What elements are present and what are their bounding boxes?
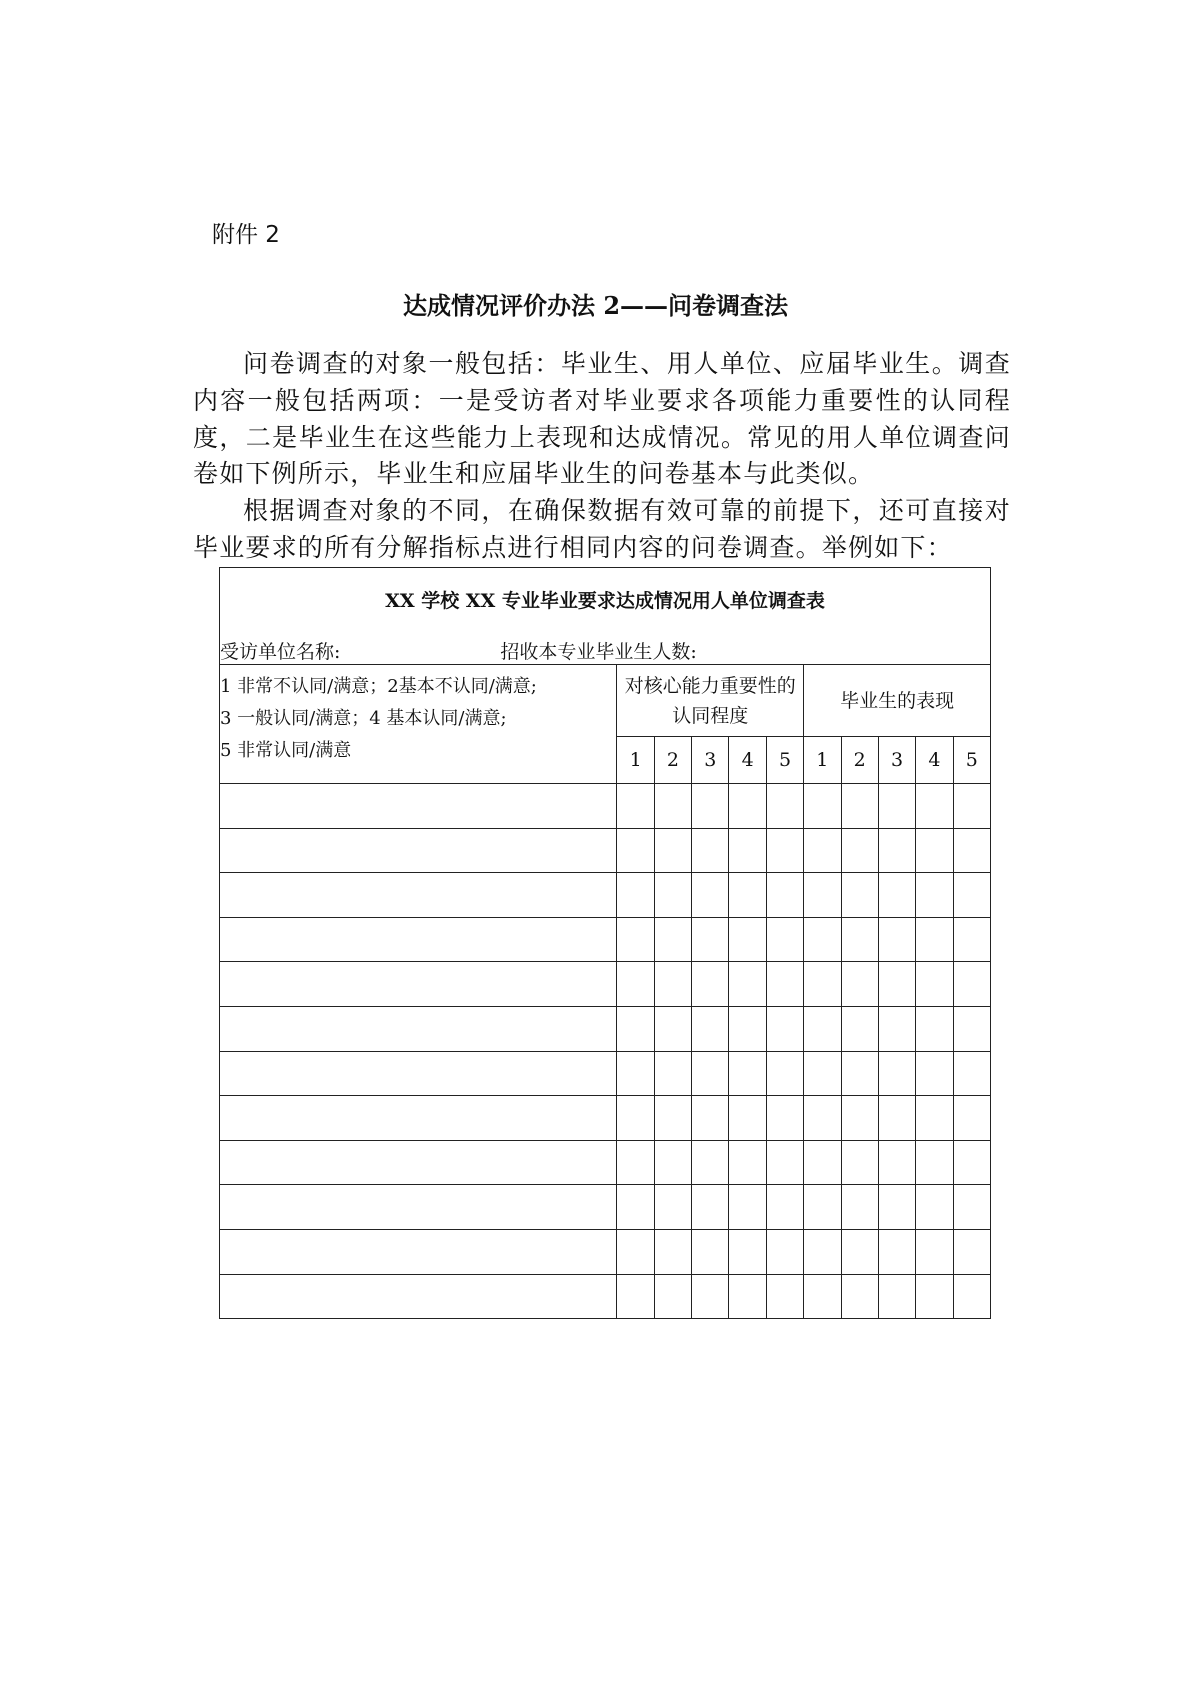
rating-cell[interactable] [916, 1185, 953, 1230]
rating-cell[interactable] [953, 962, 990, 1007]
scale-header: 2 [654, 737, 691, 784]
unit-name-label: 受访单位名称: [220, 641, 341, 663]
rating-cell[interactable] [841, 1051, 878, 1096]
rating-cell[interactable] [729, 1096, 766, 1141]
rating-cell[interactable] [766, 1140, 803, 1185]
rating-cell[interactable] [617, 1274, 654, 1319]
rating-cell[interactable] [692, 1096, 729, 1141]
rating-cell[interactable] [729, 828, 766, 873]
rating-cell[interactable] [692, 1185, 729, 1230]
rating-cell[interactable] [766, 784, 803, 829]
rating-cell[interactable] [916, 1140, 953, 1185]
rating-cell[interactable] [729, 1051, 766, 1096]
rating-cell[interactable] [617, 962, 654, 1007]
scale-header: 4 [729, 737, 766, 784]
rating-cell[interactable] [953, 1051, 990, 1096]
table-row [220, 1185, 991, 1230]
scale-header: 3 [878, 737, 915, 784]
rating-cell[interactable] [654, 1185, 691, 1230]
graduate-count-label: 招收本专业毕业生人数: [500, 641, 697, 663]
rating-cell[interactable] [804, 873, 841, 918]
importance-group-header: 对核心能力重要性的认同程度 [617, 665, 804, 737]
item-cell[interactable] [220, 1185, 617, 1230]
table-row [220, 917, 991, 962]
rating-cell[interactable] [729, 784, 766, 829]
table-row [220, 828, 991, 873]
scale-header: 3 [692, 737, 729, 784]
rating-cell[interactable] [953, 1229, 990, 1274]
item-cell[interactable] [220, 784, 617, 829]
rating-cell[interactable] [692, 1051, 729, 1096]
legend-line: 3 一般认同/满意；4 基本认同/满意; [220, 708, 507, 729]
rating-cell[interactable] [654, 784, 691, 829]
scale-header: 1 [617, 737, 654, 784]
rating-cell[interactable] [654, 917, 691, 962]
rating-cell[interactable] [953, 1274, 990, 1319]
paragraph: 问卷调查的对象一般包括：毕业生、用人单位、应届毕业生。调查内容一般包括两项：一是受访者对毕业要求各项能力重要性的认同程度，二是毕业生在这些能力上表现和达成情况。常见的用人单位调查问卷如下例所示，毕业生和应届毕业生的问卷基本与此类似。 [193, 349, 1011, 489]
rating-cell[interactable] [878, 1274, 915, 1319]
rating-cell[interactable] [878, 1140, 915, 1185]
rating-cell[interactable] [878, 917, 915, 962]
table-row [220, 1051, 991, 1096]
rating-cell[interactable] [729, 962, 766, 1007]
rating-cell[interactable] [841, 1274, 878, 1319]
rating-cell[interactable] [654, 1229, 691, 1274]
rating-cell[interactable] [841, 1096, 878, 1141]
rating-cell[interactable] [692, 1274, 729, 1319]
table-row [220, 1006, 991, 1051]
rating-cell[interactable] [841, 828, 878, 873]
rating-cell[interactable] [841, 1006, 878, 1051]
rating-cell[interactable] [878, 1185, 915, 1230]
rating-cell[interactable] [617, 873, 654, 918]
rating-cell[interactable] [766, 1051, 803, 1096]
rating-cell[interactable] [729, 1185, 766, 1230]
table-title-cell [220, 568, 991, 665]
rating-cell[interactable] [692, 1229, 729, 1274]
rating-cell[interactable] [692, 828, 729, 873]
rating-cell[interactable] [617, 1006, 654, 1051]
document-title: 达成情况评价办法 2——问卷调查法 [402, 291, 789, 320]
rating-cell[interactable] [804, 1096, 841, 1141]
rating-cell[interactable] [617, 1096, 654, 1141]
item-cell[interactable] [220, 1274, 617, 1319]
rating-cell[interactable] [692, 1006, 729, 1051]
rating-cell[interactable] [841, 1185, 878, 1230]
rating-cell[interactable] [916, 1229, 953, 1274]
rating-cell[interactable] [617, 1051, 654, 1096]
rating-cell[interactable] [804, 962, 841, 1007]
rating-cell[interactable] [766, 1096, 803, 1141]
table-title: XX 学校 XX 专业毕业要求达成情况用人单位调查表 [385, 590, 825, 612]
rating-cell[interactable] [804, 784, 841, 829]
rating-cell[interactable] [804, 1229, 841, 1274]
rating-cell[interactable] [729, 1274, 766, 1319]
rating-cell[interactable] [617, 828, 654, 873]
rating-cell[interactable] [841, 1229, 878, 1274]
item-cell[interactable] [220, 1140, 617, 1185]
rating-cell[interactable] [916, 873, 953, 918]
item-cell[interactable] [220, 828, 617, 873]
rating-legend [220, 665, 617, 784]
rating-cell[interactable] [841, 1140, 878, 1185]
rating-cell[interactable] [916, 1096, 953, 1141]
rating-cell[interactable] [916, 784, 953, 829]
rating-cell[interactable] [654, 828, 691, 873]
body-text [193, 346, 1011, 567]
rating-cell[interactable] [804, 1274, 841, 1319]
rating-cell[interactable] [766, 962, 803, 1007]
rating-cell[interactable] [766, 828, 803, 873]
rating-cell[interactable] [841, 784, 878, 829]
rating-cell[interactable] [729, 1006, 766, 1051]
rating-cell[interactable] [953, 1140, 990, 1185]
attachment-label: 附件 2 [212, 222, 280, 248]
rating-cell[interactable] [878, 784, 915, 829]
rating-cell[interactable] [916, 1006, 953, 1051]
rating-cell[interactable] [804, 1051, 841, 1096]
scale-header: 2 [841, 737, 878, 784]
rating-cell[interactable] [617, 784, 654, 829]
rating-cell[interactable] [654, 1096, 691, 1141]
rating-cell[interactable] [729, 873, 766, 918]
table-row [220, 962, 991, 1007]
rating-cell[interactable] [766, 873, 803, 918]
rating-cell[interactable] [841, 962, 878, 1007]
table-row [220, 1096, 991, 1141]
rating-cell[interactable] [953, 917, 990, 962]
rating-cell[interactable] [841, 873, 878, 918]
rating-cell[interactable] [766, 917, 803, 962]
rating-cell[interactable] [654, 1006, 691, 1051]
rating-cell[interactable] [692, 1140, 729, 1185]
item-cell[interactable] [220, 1006, 617, 1051]
item-cell[interactable] [220, 1229, 617, 1274]
rating-cell[interactable] [729, 917, 766, 962]
rating-cell[interactable] [878, 873, 915, 918]
rating-cell[interactable] [953, 1006, 990, 1051]
table-row [220, 1229, 991, 1274]
item-cell[interactable] [220, 962, 617, 1007]
paragraph: 根据调查对象的不同，在确保数据有效可靠的前提下，还可直接对毕业要求的所有分解指标点进行相同内容的问卷调查。举例如下： [193, 496, 1011, 562]
table-row [220, 873, 991, 918]
rating-cell[interactable] [878, 962, 915, 1007]
rating-cell[interactable] [953, 784, 990, 829]
item-cell[interactable] [220, 873, 617, 918]
rating-cell[interactable] [766, 1229, 803, 1274]
rating-cell[interactable] [953, 873, 990, 918]
rating-cell[interactable] [804, 1185, 841, 1230]
rating-cell[interactable] [766, 1274, 803, 1319]
rating-cell[interactable] [617, 917, 654, 962]
table-row [220, 1140, 991, 1185]
rating-cell[interactable] [692, 873, 729, 918]
rating-cell[interactable] [953, 1096, 990, 1141]
rating-cell[interactable] [729, 1140, 766, 1185]
rating-cell[interactable] [654, 1051, 691, 1096]
scale-header: 5 [953, 737, 990, 784]
rating-cell[interactable] [692, 917, 729, 962]
rating-cell[interactable] [617, 1140, 654, 1185]
item-cell[interactable] [220, 1096, 617, 1141]
rating-cell[interactable] [617, 1229, 654, 1274]
rating-cell[interactable] [654, 1274, 691, 1319]
rating-cell[interactable] [878, 1051, 915, 1096]
scale-header: 5 [766, 737, 803, 784]
rating-cell[interactable] [729, 1229, 766, 1274]
item-cell[interactable] [220, 917, 617, 962]
legend-line: 1 非常不认同/满意；2基本不认同/满意; [220, 676, 537, 697]
rating-cell[interactable] [654, 1140, 691, 1185]
rating-cell[interactable] [953, 828, 990, 873]
rating-cell[interactable] [916, 1274, 953, 1319]
rating-cell[interactable] [841, 917, 878, 962]
rating-cell[interactable] [916, 962, 953, 1007]
rating-cell[interactable] [804, 828, 841, 873]
rating-cell[interactable] [692, 784, 729, 829]
rating-cell[interactable] [878, 1006, 915, 1051]
scale-header: 1 [804, 737, 841, 784]
rating-cell[interactable] [916, 1051, 953, 1096]
item-cell[interactable] [220, 1051, 617, 1096]
performance-group-header: 毕业生的表现 [804, 665, 991, 737]
rating-cell[interactable] [766, 1185, 803, 1230]
survey-table [219, 567, 991, 1319]
table-row [220, 784, 991, 829]
rating-cell[interactable] [878, 828, 915, 873]
rating-cell[interactable] [654, 873, 691, 918]
rating-cell[interactable] [766, 1006, 803, 1051]
rating-cell[interactable] [804, 917, 841, 962]
rating-cell[interactable] [878, 1229, 915, 1274]
rating-cell[interactable] [804, 1006, 841, 1051]
legend-line: 5 非常认同/满意 [220, 740, 352, 761]
rating-cell[interactable] [654, 962, 691, 1007]
rating-cell[interactable] [617, 1185, 654, 1230]
rating-cell[interactable] [878, 1096, 915, 1141]
scale-header: 4 [916, 737, 953, 784]
rating-cell[interactable] [916, 828, 953, 873]
table-row [220, 1274, 991, 1319]
rating-cell[interactable] [953, 1185, 990, 1230]
rating-cell[interactable] [692, 962, 729, 1007]
rating-cell[interactable] [916, 917, 953, 962]
rating-cell[interactable] [804, 1140, 841, 1185]
